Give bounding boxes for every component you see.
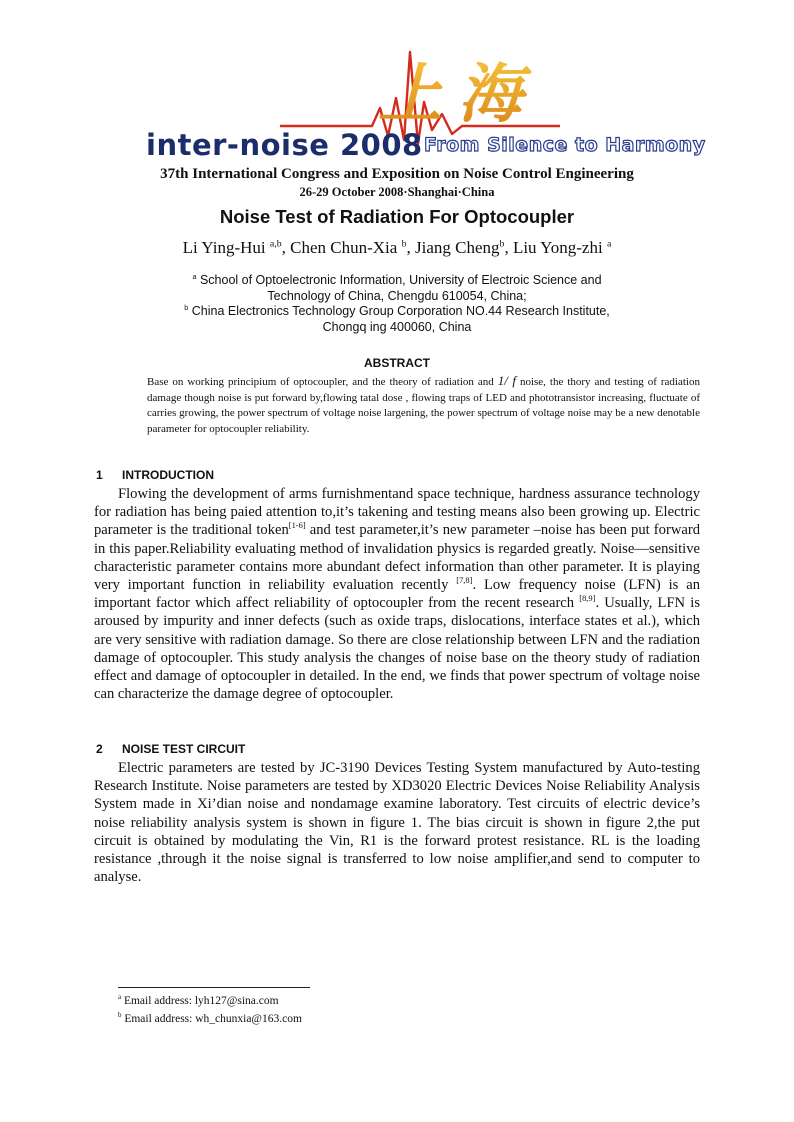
shanghai-glyph-mark: 上海 xyxy=(378,58,538,132)
citation: [8,9] xyxy=(579,593,596,604)
author-list xyxy=(0,238,794,258)
footnote-text: Email address: lyh127@sina.com xyxy=(121,995,279,1007)
conference-date-place: 26-29 October 2008·Shanghai·China xyxy=(299,185,495,199)
affiliation-b xyxy=(0,303,794,335)
paragraph-text: . Low frequency noise (LFN) is an important factor which affect reliability of optocoupler from the recent research xyxy=(94,577,700,612)
affiliation-mark: b xyxy=(184,302,189,312)
paragraph-text: Flowing the development of arms furnishmentand space technique, hardness assurance technology for radiation has being paied attention to,it’s takening and testing means also been growing up. Electric parameter is the traditional token xyxy=(94,486,700,539)
paragraph-text: Electric parameters are tested by JC-3190 Devices Testing System manufactured by Auto-testing Research Institute. Noise parameters are tested by XD3020 Electric Devices Noise Reliability Analysis System made in Xi’dian noise and nondamage examine laboratory. Test circuits of electric device’s noise reliability analysis system is shown in figure 1. The bias circuit is shown in figure 2,the put circuit is obtained by modulating the Vin, R1 is the forward protest resistance. RL is the loading resistance ,through it the noise signal is transferred to low noise amplifier,and send to computer to analyse. xyxy=(94,760,700,886)
affiliation-mark: a xyxy=(192,271,197,281)
citation: [1-6] xyxy=(288,520,306,531)
author-name: Li Ying-Hui xyxy=(182,238,270,257)
conference-name: 37th International Congress and Exposition on Noise Control Engineering xyxy=(160,166,634,182)
section-number: 2 xyxy=(96,742,103,756)
author-name: Liu Yong-zhi xyxy=(512,238,607,257)
abstract-text-part: noise, the thory and testing of radiation damage though noise is put forward by,flowing tatal dose , flowing traps of LED and phototransistor increasing, fluctuate of carries growing, the power spectrum of voltage noise largening, the power spectrum of voltage noise may be a new denotable parameter for optocoupler reliability. xyxy=(147,376,700,435)
affiliation-line: Technology of China, Chengdu 610054, China; xyxy=(267,289,527,303)
citation: [7,8] xyxy=(456,575,473,586)
author-affil-mark: b xyxy=(499,238,505,250)
section-title: INTRODUCTION xyxy=(122,468,214,482)
author-affil-mark: a,b xyxy=(269,238,282,250)
abstract-text-part: Base on working principium of optocoupler, and the theory of radiation and xyxy=(147,376,498,388)
paragraph-text: and test parameter,it’s new parameter –noise has been put forward in this paper.Reliability evaluating method of invalidation physics is regarded greatly. Noise—sensitive characteristic parameter contains more abundant defect information than other parameter. It is playing very important function in reliability evaluation recently xyxy=(94,522,700,594)
footnote-a xyxy=(118,995,279,1007)
affiliation-a xyxy=(0,272,794,304)
author-name: Jiang Cheng xyxy=(415,238,500,257)
section-title: NOISE TEST CIRCUIT xyxy=(122,742,246,756)
conference-logo-text: inter-noise 2008 xyxy=(146,128,423,162)
footnote-b xyxy=(118,1013,302,1025)
affiliation-line: China Electronics Technology Group Corporation NO.44 Research Institute, xyxy=(191,304,610,318)
section-1-heading xyxy=(96,468,214,482)
abstract-heading: ABSTRACT xyxy=(364,356,430,370)
footnote-divider xyxy=(118,987,310,988)
section-1-body xyxy=(94,485,700,703)
author-affil-mark: b xyxy=(401,238,407,250)
footnote-mark: b xyxy=(118,1012,122,1020)
author-name: Chen Chun-Xia xyxy=(290,238,402,257)
section-number: 1 xyxy=(96,468,103,482)
abstract-math: 1/ f xyxy=(497,373,516,388)
conference-motto: From Silence to Harmony xyxy=(424,134,706,156)
author-separator: , xyxy=(281,238,291,257)
affiliation-line: Chongq ing 400060, China xyxy=(322,320,472,334)
footnote-mark: a xyxy=(118,994,122,1002)
paragraph-text: . Usually, LFN is aroused by impurity and inner defects (such as oxide traps, dislocations, interface states et al.), which are very sensitive with radiation damage. So there are close relationship between LFN and the radiation damage of optocoupler. This study analysis the changes of noise base on the theory study of radiation effect and damage of optocoupler in detailed. In the end, we finds that power spectrum of voltage noise can characterize the damage degree of optocoupler. xyxy=(94,595,701,703)
abstract-text xyxy=(147,373,700,437)
affiliation-line: School of Optoelectronic Information, University of Electroic Science and xyxy=(196,273,602,287)
paper-title: Noise Test of Radiation For Optocoupler xyxy=(219,206,575,227)
author-separator: , xyxy=(504,238,513,257)
author-affil-mark: a xyxy=(606,238,612,250)
section-2-body xyxy=(94,759,700,886)
author-separator: , xyxy=(406,238,415,257)
footnote-text: Email address: wh_chunxia@163.com xyxy=(121,1013,302,1025)
section-2-heading xyxy=(96,742,245,756)
